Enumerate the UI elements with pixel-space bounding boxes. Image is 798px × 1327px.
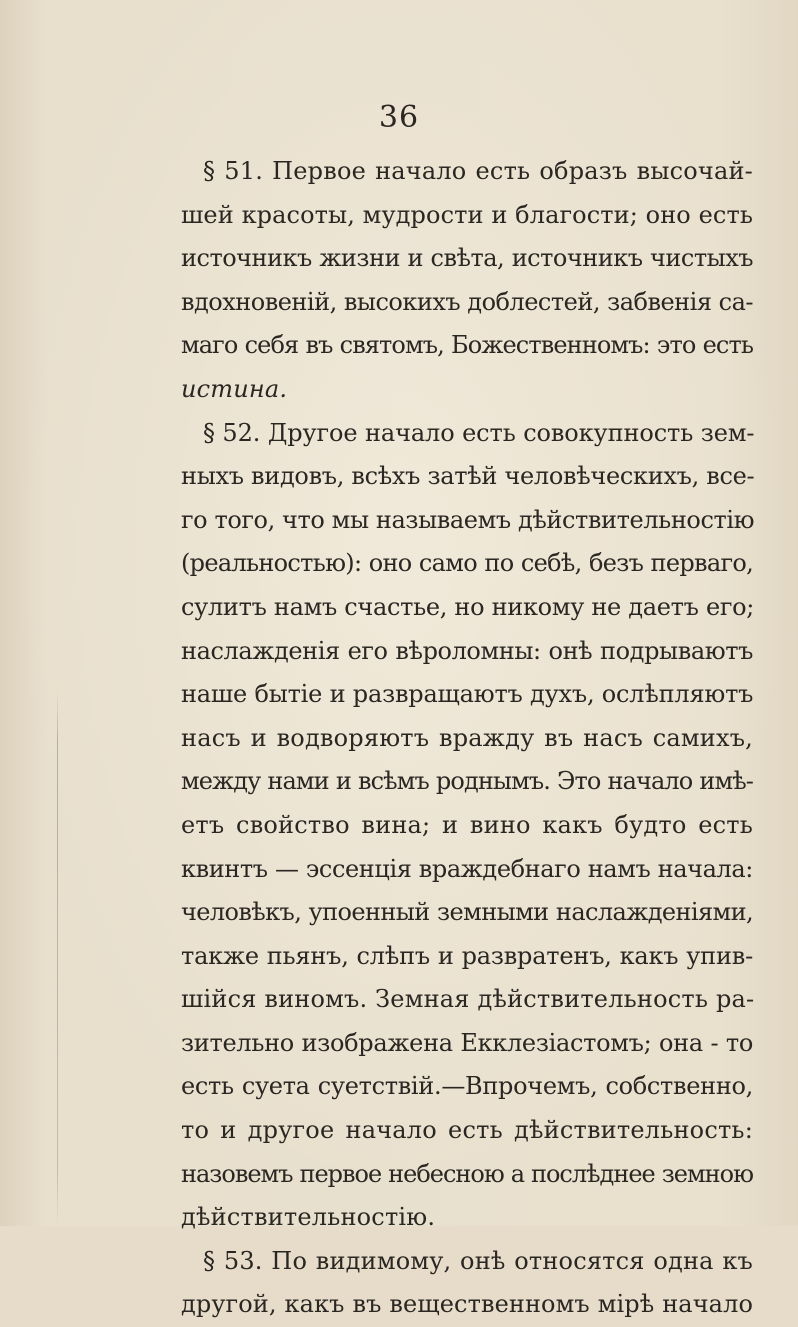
text-line: зительно изображена Екклезіастомъ; она - то	[181, 1028, 753, 1057]
text-line: вдохновеній, высокихъ доблестей, забвенія са-	[181, 287, 753, 316]
text-line: человѣкъ, упоенный земными наслажденіями,	[181, 898, 753, 927]
text-line: § 52. Другое начало есть совокупность зем-	[203, 418, 755, 447]
text-line: назовемъ первое небесною а послѣднее земною	[181, 1159, 753, 1188]
text-line: § 51. Первое начало есть образъ высочай-	[203, 157, 753, 185]
text-line: также пьянъ, слѣпъ и развратенъ, какъ упив-	[181, 941, 753, 970]
text-line: то и другое начало есть дѣйствительность:	[181, 1116, 753, 1145]
text-line: наслажденія его вѣроломны: онѣ подрываютъ	[181, 636, 753, 665]
text-line: шійся виномъ. Земная дѣйствительность ра-	[181, 985, 755, 1014]
text-line: насъ и водворяютъ вражду въ насъ самихъ,	[181, 723, 753, 752]
text-line: другой, какъ въ вещественномъ мірѣ начало	[181, 1290, 753, 1319]
text-line: дѣйствительностію.	[181, 1203, 436, 1232]
text-line: между нами и всѣмъ роднымъ. Это начало имѣ-	[181, 767, 753, 796]
text-line: маго себя въ святомъ, Божественномъ: это есть	[181, 331, 753, 360]
text-line: го того, что мы называемъ дѣйствительностію	[181, 505, 755, 534]
text-line: наше бытіе и развращаютъ духъ, ослѣпляютъ	[181, 680, 754, 709]
text-line: источникъ жизни и свѣта, источникъ чистыхъ	[181, 244, 753, 273]
text-line: § 53. По видимому, онѣ относятся одна къ	[203, 1246, 753, 1275]
text-line: етъ свойство вина; и вино какъ будто есть	[181, 810, 753, 839]
text-line: квинтъ — эссенція враждебнаго намъ начала:	[181, 854, 753, 883]
text-line: есть суета суетствій.—Впрочемъ, собственно,	[181, 1072, 753, 1101]
text-line: сулитъ намъ счастье, но никому не даетъ его;	[181, 592, 755, 621]
page-edge-shadow	[57, 690, 58, 1226]
page-number: 36	[378, 100, 420, 135]
text-line: ныхъ видовъ, всѣхъ затѣй человѣческихъ, все-	[181, 462, 755, 491]
text-line: истина.	[181, 374, 288, 403]
body-text	[181, 150, 753, 1327]
text-line: шей красоты, мудрости и благости; оно есть	[181, 200, 753, 229]
text-line: (реальностью): оно само по себѣ, безъ перваго,	[181, 549, 753, 578]
